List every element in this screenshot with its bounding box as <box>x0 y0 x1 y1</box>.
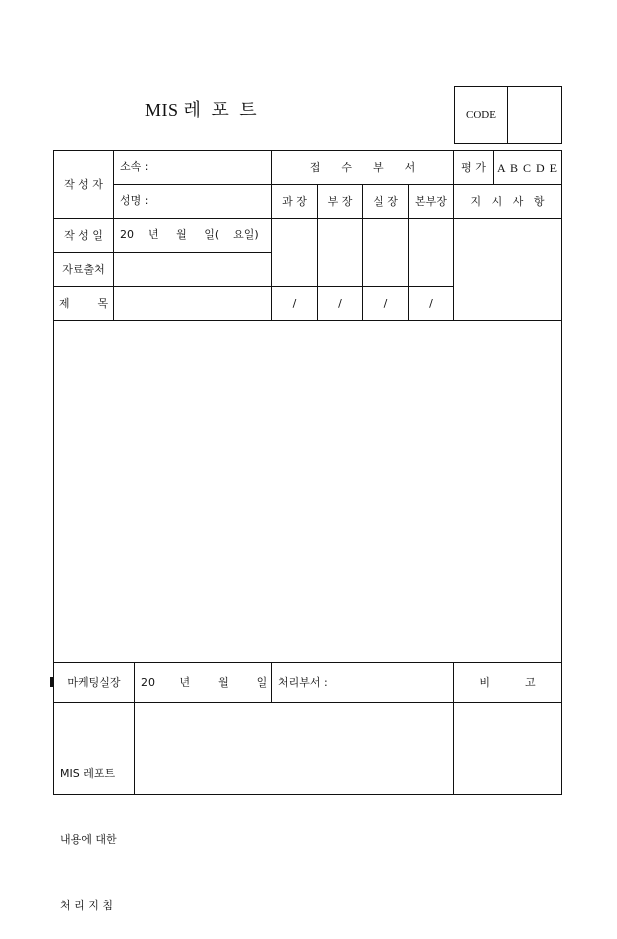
approval-date-slash-3: / <box>383 297 388 310</box>
date-label: 작 성 일 <box>64 229 103 242</box>
approval-date-slash-1: / <box>292 297 297 310</box>
marketing-date: 20 년 월 일 <box>141 676 268 689</box>
code-box <box>454 86 562 144</box>
author-label: 작 성 자 <box>64 178 103 191</box>
marketing-head-label: 마케팅실장 <box>67 676 121 689</box>
approval-office-head: 실 장 <box>373 195 398 208</box>
name-label: 성명 : <box>120 194 149 207</box>
approval-date-slash-4: / <box>429 297 433 310</box>
guideline-line-3: 처 리 지 침 <box>60 899 113 912</box>
guideline-label <box>60 719 117 939</box>
subject-label: 제 목 <box>58 297 109 310</box>
approval-dept-head: 부 장 <box>327 195 353 208</box>
guideline-line-1: MIS 레포트 <box>60 767 116 780</box>
department-label: 소속 : <box>120 160 149 173</box>
instructions-label: 지 시 사 항 <box>470 195 545 208</box>
approval-division-head: 본부장 <box>415 195 447 208</box>
approval-date-slash-2: / <box>338 297 342 310</box>
grade-options: A B C D E <box>496 160 558 175</box>
source-label: 자료출처 <box>62 263 105 276</box>
code-label: CODE <box>466 109 496 121</box>
guideline-line-2: 내용에 대한 <box>60 833 117 846</box>
approval-section-chief: 과 장 <box>282 195 307 208</box>
remarks-label: 비 고 <box>479 676 536 689</box>
handling-dept-label: 처리부서 : <box>278 676 328 689</box>
report-body-area[interactable] <box>54 321 561 662</box>
evaluation-label: 평 가 <box>461 161 486 174</box>
date-value: 20 년 월 일( 요일) <box>120 228 259 241</box>
report-title: MIS 레 포 트 <box>145 100 258 120</box>
receiving-dept-label: 접 수 부 서 <box>309 161 416 174</box>
